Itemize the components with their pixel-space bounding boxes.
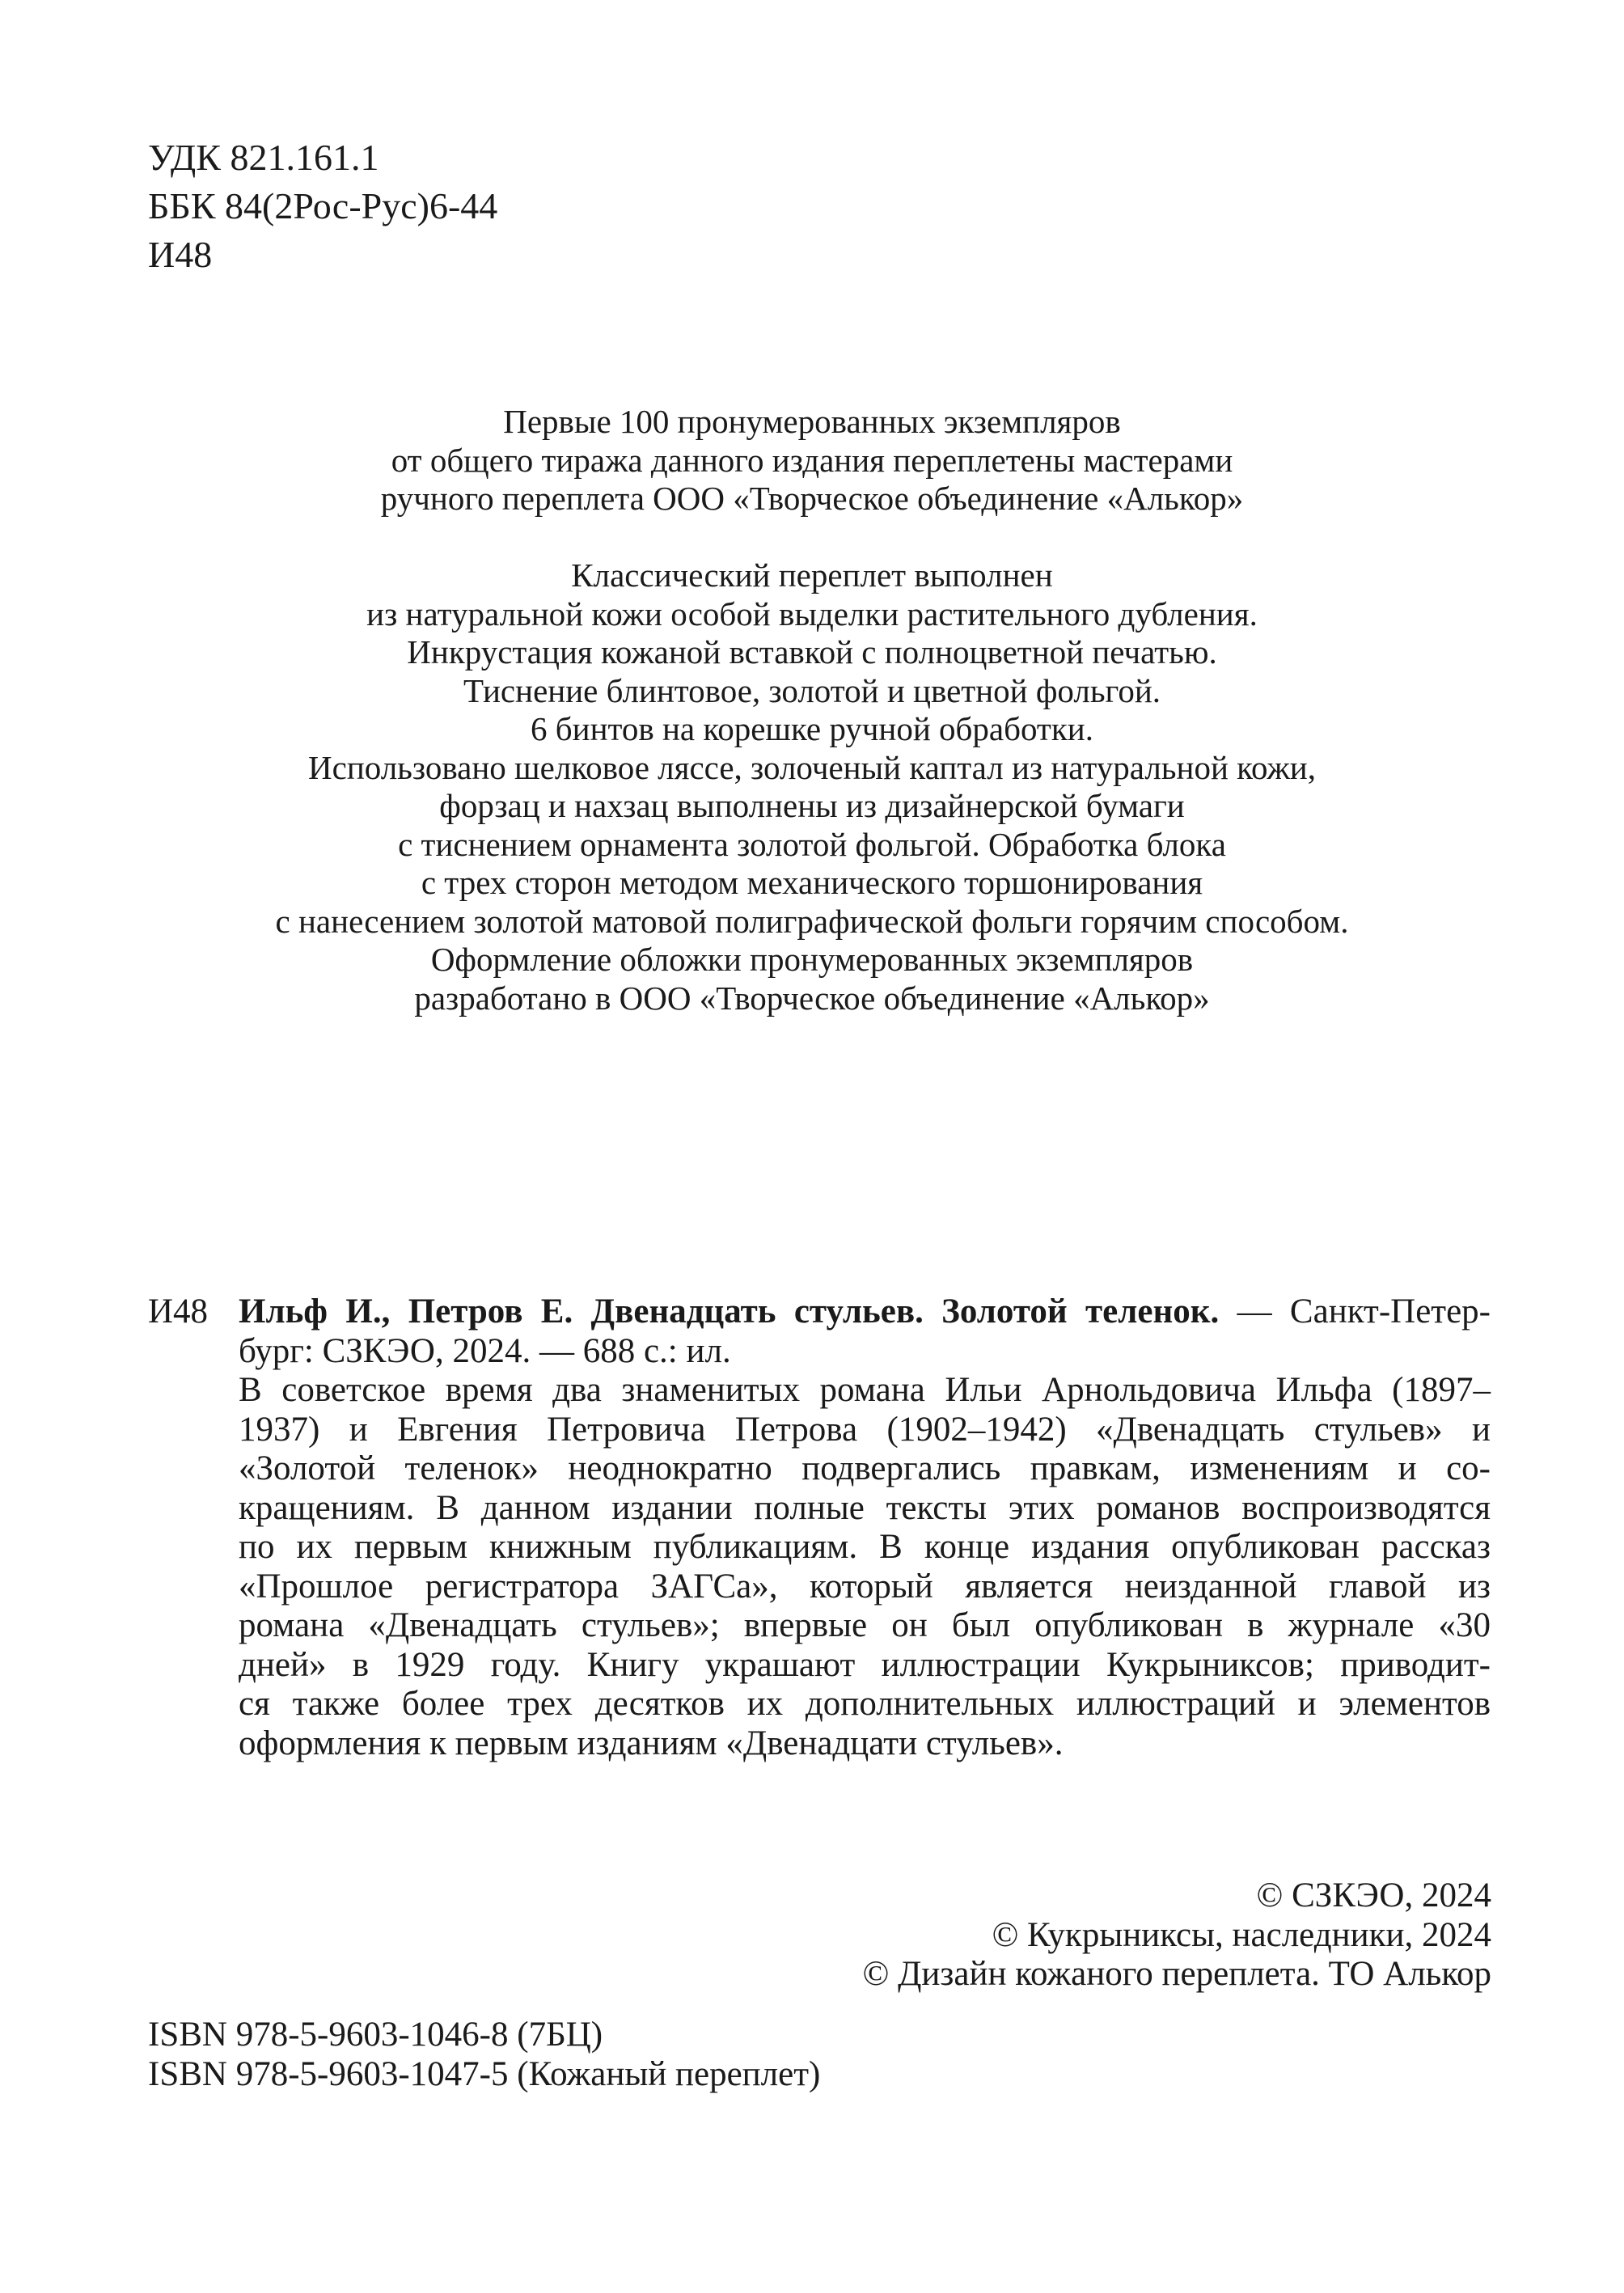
bibliographic-code: И48 (148, 1292, 209, 1331)
book-title: Ильф И., Петров Е. Двенадцать стульев. Золотой теленок. (239, 1292, 1220, 1331)
annotation-line: В советское время два знаменитых романа Ильи Арнольдовича Ильфа (1897– (239, 1371, 1491, 1409)
udk-code: УДК 821.161.1 (148, 137, 379, 178)
text-line: Инкрустация кожаной вставкой с полноцветной печатью. (407, 633, 1217, 671)
text-line: 6 бинтов на корешке ручной обработки. (531, 710, 1093, 747)
text-line: Оформление обложки пронумерованных экземпляров (430, 941, 1194, 978)
isbn-block (148, 2016, 820, 2094)
text-line: с тиснением орнамента золотой фольгой. Обработка блока (398, 825, 1226, 863)
annotation-line: «Прошлое регистратора ЗАГСа», который является неизданной главой из (239, 1567, 1491, 1606)
text-line: от общего тиража данного издания переплетены мастерами (391, 441, 1233, 479)
text-line: Первые 100 пронумерованных экземпляров (503, 403, 1121, 440)
annotation-line: романа «Двенадцать стульев»; впервые он был опубликован в журнале «30 (239, 1606, 1491, 1644)
text-line: разработано в ООО «Творческое объединение «Алькор» (414, 979, 1210, 1017)
bbk-code: ББК 84(2Рос-Рус)6-44 (148, 185, 498, 226)
text-line: с трех сторон методом механического торшонирования (421, 864, 1203, 901)
copyright-line: © Кукрыниксы, наследники, 2024 (992, 1915, 1491, 1954)
text-line: форзац и нахзац выполнены из дизайнерской бумаги (439, 787, 1185, 824)
imprint-line: бург: СЗКЭО, 2024. — 688 с.: ил. (239, 1331, 731, 1370)
classification-codes (148, 133, 497, 279)
isbn-line: ISBN 978-5-9603-1047-5 (Кожаный переплет) (148, 2054, 821, 2093)
text-line: с нанесением золотой матовой полиграфической фольги горячим способом. (275, 902, 1349, 940)
author-mark: И48 (148, 234, 213, 275)
binding-note-first (129, 403, 1495, 518)
publisher-start: — Санкт-Петер- (1219, 1292, 1491, 1331)
text-line: Тиснение блинтовое, золотой и цветной фольгой. (463, 671, 1161, 709)
bibliographic-body (239, 1292, 1491, 1763)
annotation-line: «Золотой теленок» неоднократно подвергались правкам, изменениям и со- (239, 1449, 1491, 1487)
annotation-line: дней» в 1929 году. Книгу украшают иллюстрации Кукрыниксов; приводит- (239, 1645, 1491, 1684)
isbn-line: ISBN 978-5-9603-1046-8 (7БЦ) (148, 2016, 603, 2054)
annotation-line: по их первым книжным публикациям. В конце издания опубликован рассказ (239, 1528, 1491, 1566)
annotation-line: кращениям. В данном издании полные тексты этих романов воспроизводятся (239, 1488, 1491, 1527)
text-line: из натуральной кожи особой выделки растительного дубления. (366, 594, 1258, 632)
title-line (239, 1292, 1491, 1332)
copyright-line: © Дизайн кожаного переплета. ТО Алькор (862, 1955, 1491, 1993)
annotation-line: оформления к первым изданиям «Двенадцати стульев». (239, 1724, 1064, 1762)
annotation-line: ся также более трех десятков их дополнительных иллюстраций и элементов (239, 1685, 1491, 1723)
text-line: ручного переплета ООО «Творческое объединение «Алькор» (380, 480, 1244, 517)
binding-note-second (129, 556, 1495, 1017)
copyright-line: © СЗКЭО, 2024 (1256, 1876, 1491, 1914)
text-line: Классический переплет выполнен (571, 556, 1053, 594)
text-line: Использовано шелковое ляссе, золоченый каптал из натуральной кожи, (308, 748, 1316, 786)
annotation-line: 1937) и Евгения Петровича Петрова (1902–1942) «Двенадцать стульев» и (239, 1410, 1491, 1449)
copyright-block (863, 1876, 1491, 1995)
